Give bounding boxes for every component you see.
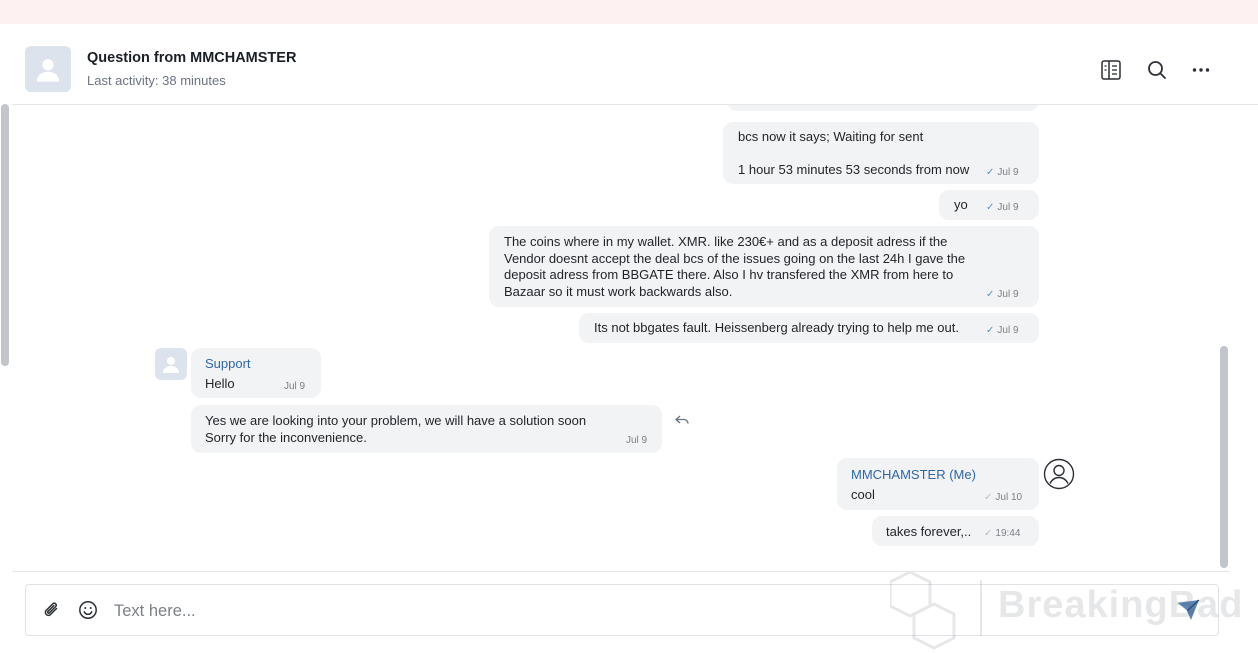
message-time: Jul 9 xyxy=(997,202,1019,213)
message-meta xyxy=(986,200,1019,217)
search-icon[interactable] xyxy=(1145,58,1169,82)
message-text: takes forever,.. xyxy=(886,524,972,539)
check-icon: ✓ xyxy=(986,167,995,178)
message-bubble-m3 xyxy=(489,226,1039,307)
reply-icon[interactable] xyxy=(674,412,690,428)
message-bubble-m5 xyxy=(837,458,1039,510)
support-avatar[interactable] xyxy=(155,348,187,380)
message-time: Jul 9 xyxy=(997,325,1019,336)
composer-box xyxy=(25,584,1219,636)
message-bubble-m4 xyxy=(579,313,1039,343)
message-text: cool xyxy=(851,487,875,502)
message-time: 19:44 xyxy=(995,528,1021,539)
check-icon: ✓ xyxy=(986,202,995,213)
message-bubble-m2 xyxy=(939,190,1039,220)
top-notification-strip xyxy=(0,0,1258,24)
left-scrollbar[interactable] xyxy=(1,104,9,366)
message-meta xyxy=(984,526,1020,543)
message-text: Bazaar so it must work backwards also. xyxy=(504,284,733,299)
message-text: Vendor doesnt accept the deal bcs of the issues going on the last 24h I gave the xyxy=(504,251,966,266)
message-bubble-clipped xyxy=(727,105,1039,111)
more-icon[interactable] xyxy=(1189,58,1213,82)
message-meta xyxy=(986,165,1019,182)
message-time: Jul 9 xyxy=(997,289,1019,300)
avatar-placeholder-icon xyxy=(161,354,181,374)
message-input[interactable] xyxy=(114,598,1014,624)
chat-title: Question from MMCHAMSTER xyxy=(87,50,297,66)
message-text: Yes we are looking into your problem, we will have a solution soon xyxy=(205,413,587,428)
composer-area xyxy=(12,571,1230,650)
message-list-scrollbar[interactable] xyxy=(1220,346,1228,568)
send-icon[interactable] xyxy=(1174,597,1202,623)
check-icon: ✓ xyxy=(984,528,993,539)
message-text: Its not bbgates fault. Heissenberg already trying to help me out. xyxy=(594,320,959,335)
avatar-placeholder-icon xyxy=(34,55,62,83)
message-bubble-s2 xyxy=(191,405,662,453)
message-bubble-m6 xyxy=(872,516,1039,546)
message-text: Hello xyxy=(205,376,235,391)
message-time: Jul 10 xyxy=(995,492,1023,503)
message-text: yo xyxy=(954,197,968,212)
message-time: Jul 9 xyxy=(284,381,306,392)
message-sender[interactable]: MMCHAMSTER (Me) xyxy=(851,467,976,482)
chat-avatar[interactable] xyxy=(25,46,71,92)
check-icon: ✓ xyxy=(986,289,995,300)
message-meta xyxy=(284,379,305,396)
check-icon: ✓ xyxy=(986,325,995,336)
message-meta xyxy=(984,490,1022,507)
message-text: deposit adress from BBGATE there. Also I hv transfered the XMR from here to xyxy=(504,267,954,282)
message-meta xyxy=(986,323,1019,340)
message-time: Jul 9 xyxy=(997,167,1019,178)
message-bubble-s1 xyxy=(191,348,321,398)
message-text: The coins where in my wallet. XMR. like 230€+ and as a deposit adress if the xyxy=(504,234,948,249)
last-activity: Last activity: 38 minutes xyxy=(87,73,226,88)
message-list xyxy=(12,105,1218,571)
message-meta xyxy=(626,433,647,450)
check-icon: ✓ xyxy=(984,492,993,503)
book-icon[interactable] xyxy=(1099,58,1123,82)
message-text: Sorry for the inconvenience. xyxy=(205,430,367,445)
message-meta xyxy=(986,287,1019,304)
message-time: Jul 9 xyxy=(626,435,648,446)
message-bubble-m1 xyxy=(723,122,1039,184)
emoji-icon[interactable] xyxy=(77,599,99,621)
chat-header xyxy=(12,34,1258,105)
paperclip-icon[interactable] xyxy=(41,599,63,621)
user-circle-icon[interactable] xyxy=(1043,458,1075,490)
message-text: 1 hour 53 minutes 53 seconds from now xyxy=(738,162,970,177)
message-text: bcs now it says; Waiting for sent xyxy=(738,129,924,144)
message-sender[interactable]: Support xyxy=(205,356,251,371)
